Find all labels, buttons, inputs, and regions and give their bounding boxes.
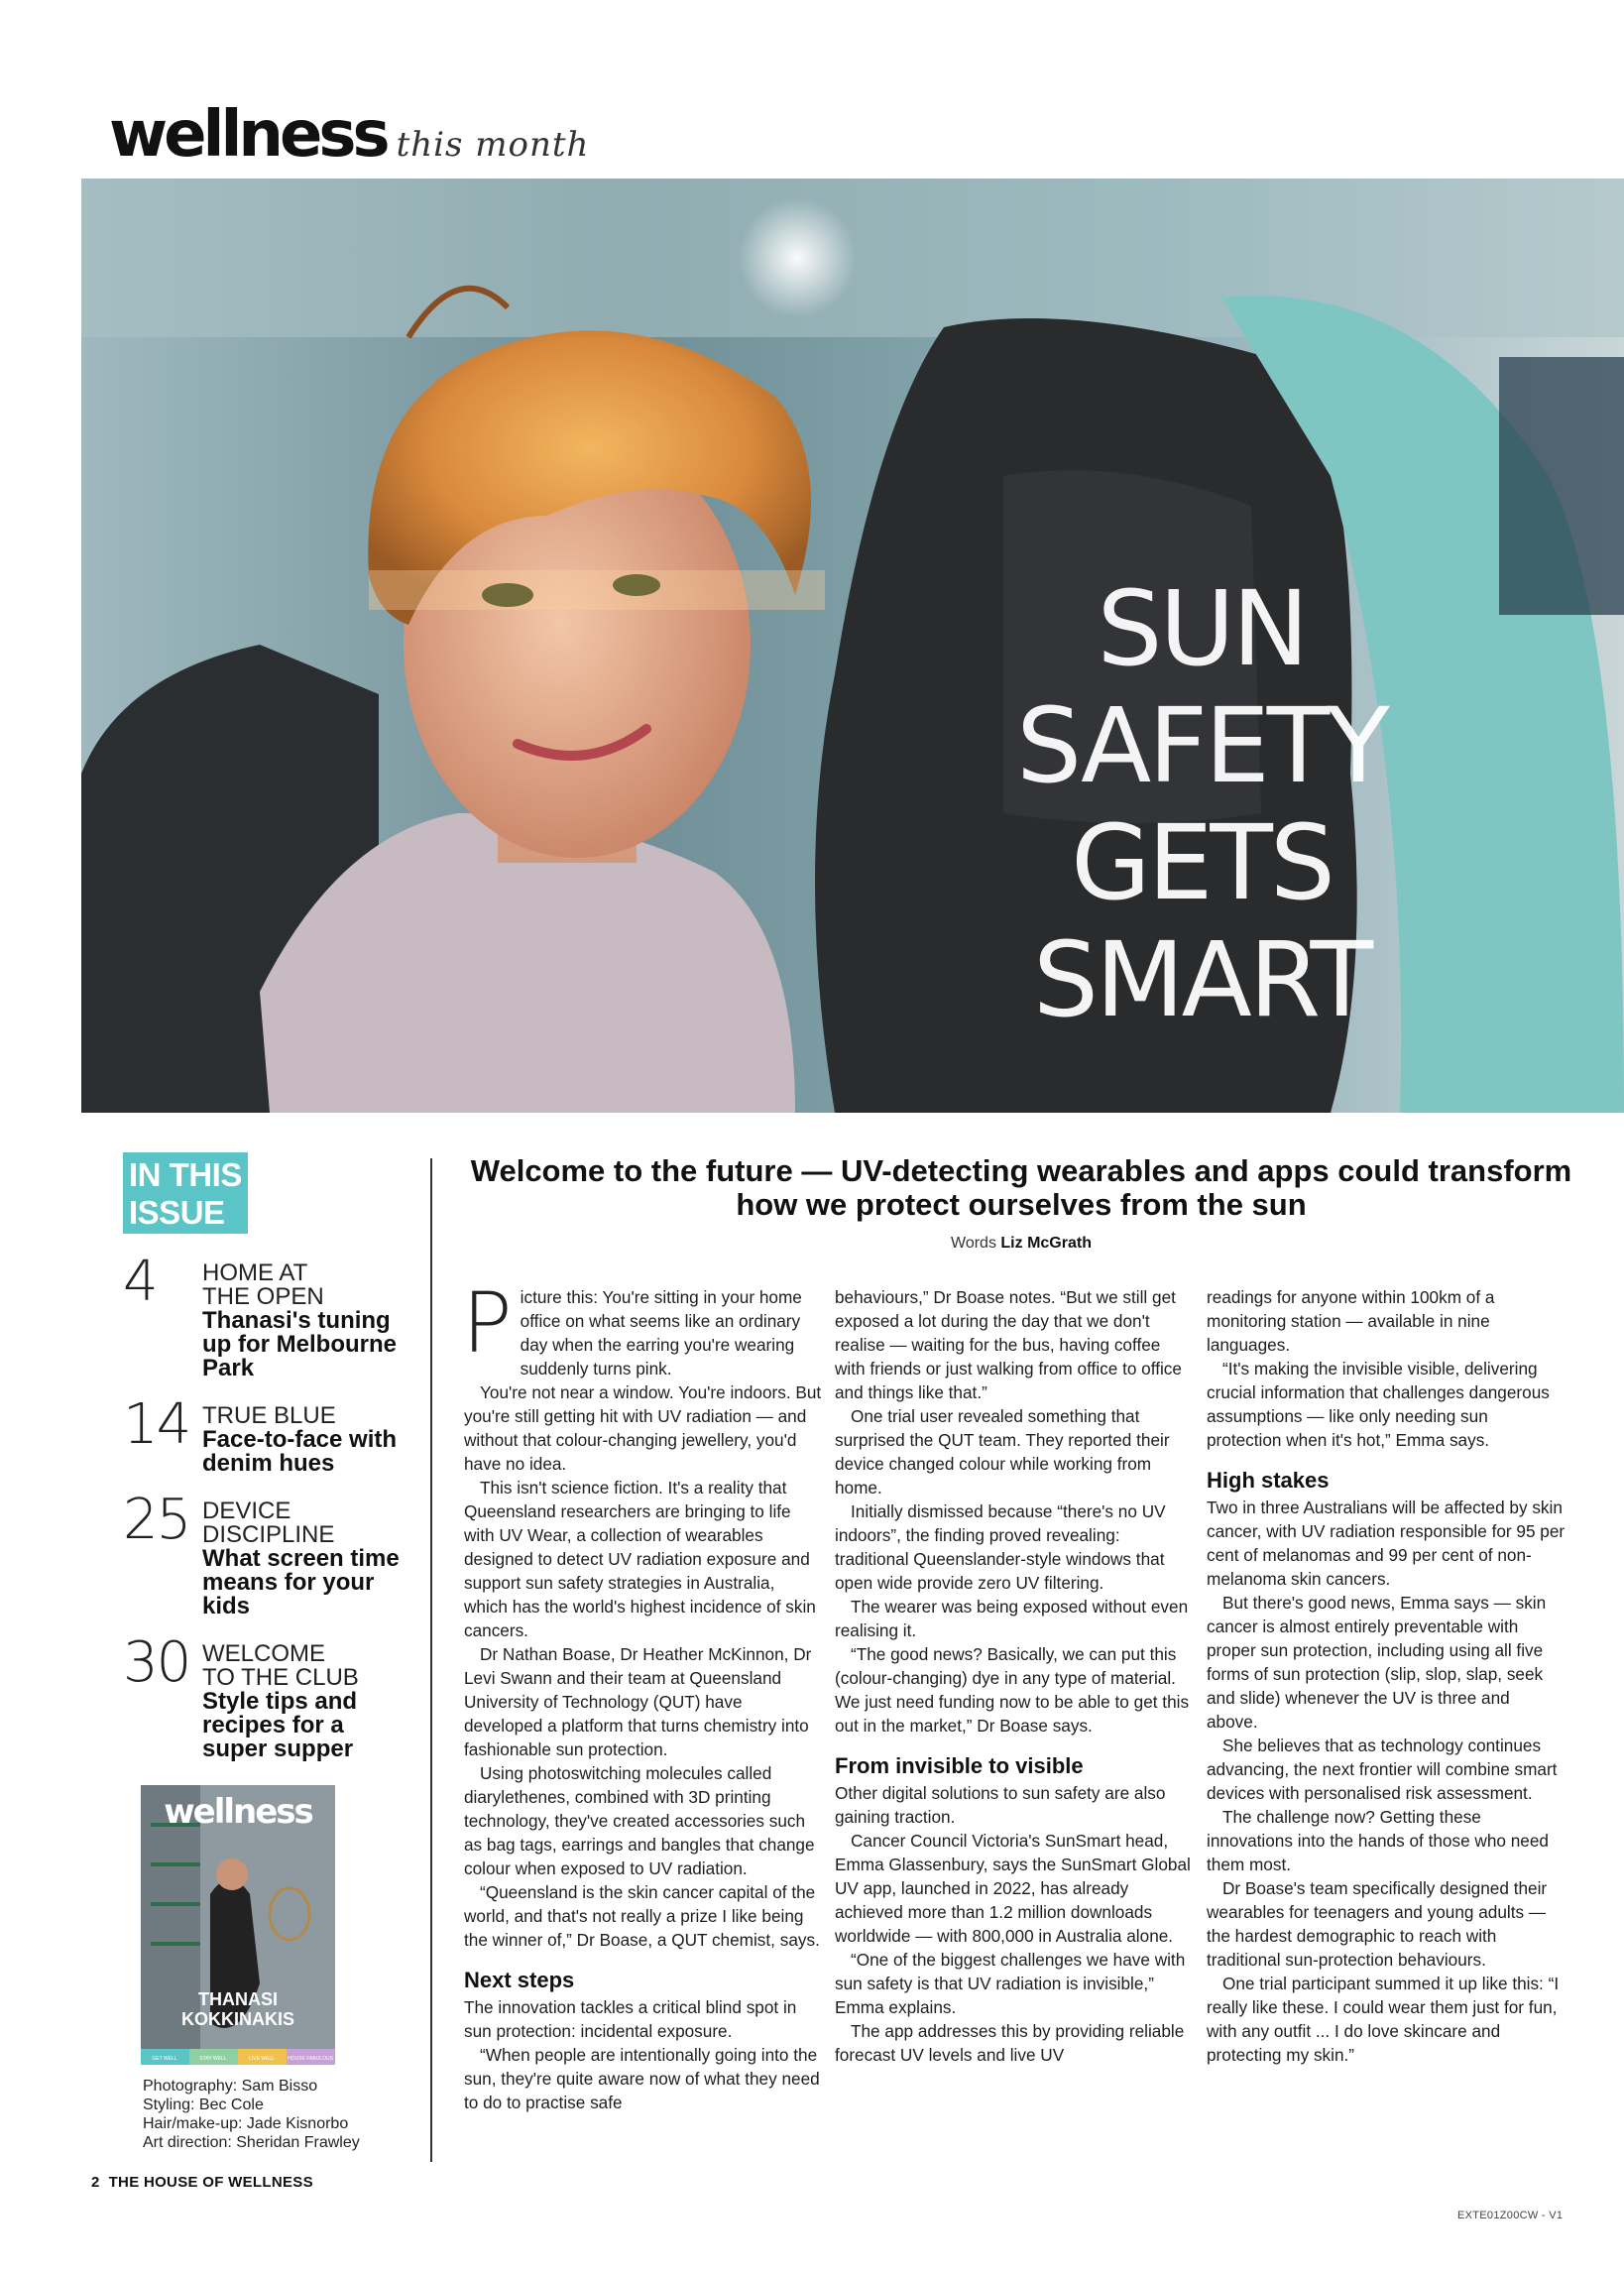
issue-kicker: TRUE BLUE	[202, 1402, 336, 1429]
masthead-script: this month	[396, 125, 590, 165]
cover-strip-label: LIVE WELL	[249, 2056, 275, 2062]
issue-description: Face-to-face with denim hues	[202, 1426, 398, 1477]
article-paragraph: One trial participant summed it up like this: “I really like these. I could wear them just for fun, with any outfit ... I do love skincare and protecting my skin.”	[1207, 1974, 1560, 2065]
drop-cap: P	[462, 1274, 513, 1372]
issue-kicker: DISCIPLINE	[202, 1521, 335, 1548]
issue-page-number: 25	[123, 1488, 190, 1552]
article-paragraph: Dr Nathan Boase, Dr Heather McKinnon, Dr Levi Swann and their team at Queensland University of Technology (QUT) have developed a platform that turns chemistry into fashionable sun protection.	[464, 1644, 812, 1759]
issue-list	[123, 1250, 410, 1762]
in-this-issue-panel	[123, 1152, 410, 1779]
article-paragraph: “It's making the invisible visible, delivering crucial information that challenges dangerous assumptions — like only needing sun protection when it's hot,” Emma says.	[1207, 1359, 1550, 1450]
byline-author: Liz McGrath	[1000, 1235, 1092, 1252]
issue-item[interactable]	[123, 1630, 410, 1762]
hero-headline-line: SAFETY	[1016, 685, 1387, 806]
credit-line: Art direction: Sheridan Frawley	[143, 2134, 360, 2151]
cover-name: KOKKINAKIS	[180, 2009, 295, 2029]
issue-kicker: THE OPEN	[202, 1283, 324, 1310]
article-paragraph: Using photoswitching molecules called diarylethenes, combined with 3D printing technology, they've created accessories such as bag tags, earrings and bangles that change colour when exposed to UV radiation.	[464, 1763, 815, 1878]
article-paragraph: “Queensland is the skin cancer capital of the world, and that's not really a prize I like being the winner of,” Dr Boase, a QUT chemist, says.	[464, 1882, 820, 1950]
credit-line: Photography: Sam Bisso	[143, 2078, 318, 2095]
issue-page-number: 30	[123, 1630, 190, 1695]
in-this-issue-tag	[123, 1152, 248, 1234]
article-paragraph: “When people are intentionally going into the sun, they're quite aware now of what they need to do to practise safe	[464, 2045, 820, 2112]
publication-name: THE HOUSE OF WELLNESS	[108, 2174, 313, 2191]
article-paragraph: readings for anyone within 100km of a monitoring station — available in nine languages.	[1207, 1287, 1495, 1355]
byline	[466, 1235, 1576, 1253]
cover-brand: wellness	[164, 1792, 312, 1832]
hero-headline-line: SUN	[1097, 568, 1307, 689]
section-heading: Next steps	[464, 1968, 575, 1992]
article-paragraph: Initially dismissed because “there's no UV indoors”, the finding proved revealing: traditional Queenslander-style windows that open wide provide zero UV filtering.	[835, 1501, 1166, 1593]
article-paragraph: Dr Boase's team specifically designed their wearables for teenagers and young adults — the hardest demographic to reach with traditional sun-protection behaviours.	[1207, 1878, 1548, 1970]
article-paragraph: The innovation tackles a critical blind spot in sun protection: incidental exposure.	[464, 1997, 797, 2041]
section-heading: From invisible to visible	[835, 1753, 1084, 1778]
article-paragraph: She believes that as technology continues advancing, the next frontier will combine smart devices with personalised risk assessment.	[1207, 1736, 1558, 1803]
issue-item[interactable]	[123, 1250, 410, 1381]
print-code: EXTE01Z00CW - V1	[1457, 2210, 1564, 2221]
issue-kicker: TO THE CLUB	[202, 1664, 359, 1691]
cover-strip-label: GET WELL	[152, 2056, 177, 2062]
magazine-cover-thumbnail	[141, 1785, 335, 2065]
cover-name: THANASI	[198, 1989, 278, 2009]
issue-item[interactable]	[123, 1488, 410, 1619]
issue-description: Style tips and recipes for a super supper	[202, 1688, 358, 1762]
hero-headline-line: SMART	[1032, 919, 1371, 1040]
photo-credits	[143, 2077, 401, 2152]
page-number: 2	[91, 2174, 100, 2191]
issue-description: What screen time means for your kids	[202, 1545, 400, 1619]
issue-tag-line: IN THIS	[129, 1156, 242, 1193]
article-paragraph: But there's good news, Emma says — skin cancer is almost entirely preventable with proper sun protection, including using all five forms of sun protection (slip, slop, slap, seek and slide) whenever the UV is three and above.	[1207, 1593, 1547, 1732]
page-footer	[91, 2174, 313, 2191]
article-paragraph: “One of the biggest challenges we have with sun safety is that UV radiation is invisible,” Emma explains.	[835, 1950, 1186, 2017]
masthead-brand: wellness	[109, 98, 387, 172]
credit-line: Styling: Bec Cole	[143, 2097, 264, 2113]
section-heading: High stakes	[1207, 1468, 1330, 1493]
issue-item[interactable]	[123, 1392, 410, 1477]
article-headline: Welcome to the future — UV-detecting wearables and apps could transform how we protect ourselves from the sun	[470, 1153, 1572, 1222]
issue-page-number: 4	[123, 1250, 157, 1314]
article-column-1	[462, 1274, 823, 2114]
article-paragraph: Two in three Australians will be affected by skin cancer, with UV radiation responsible for 95 per cent of melanomas and 99 per cent of non-melanoma skin cancers.	[1207, 1498, 1566, 1589]
issue-page-number: 14	[123, 1392, 190, 1457]
issue-description: Thanasi's tuning up for Melbourne Park	[202, 1307, 397, 1381]
credit-line: Hair/make-up: Jade Kisnorbo	[143, 2115, 349, 2132]
issue-kicker: WELCOME	[202, 1640, 326, 1667]
hero-headline	[904, 570, 1499, 1038]
article-column-2	[835, 1285, 1194, 2067]
masthead	[109, 87, 590, 172]
article-paragraph: You're not near a window. You're indoors. But you're still getting hit with UV radiation — and without that colour-changing jewellery, you'd have no idea.	[464, 1382, 822, 1474]
cover-strip-label: HOUSE FABULOUS	[288, 2056, 333, 2062]
article-paragraph: Picture this: You're sitting in your home office on what seems like an ordinary day when the earring you're wearing suddenly turns pink.	[462, 1274, 802, 1378]
article-paragraph: This isn't science fiction. It's a reality that Queensland researchers are bringing to life with UV Wear, a collection of wearables designed to detect UV radiation exposure and support sun safety strategies in Australia, which has the world's highest incidence of skin cancers.	[464, 1478, 816, 1640]
byline-prefix: Words	[951, 1235, 996, 1252]
article-paragraph: The app addresses this by providing reliable forecast UV levels and live UV	[835, 2021, 1185, 2065]
article-paragraph: The wearer was being exposed without even realising it.	[835, 1597, 1189, 1640]
column-divider	[430, 1158, 432, 2162]
issue-kicker: HOME AT	[202, 1259, 308, 1286]
issue-tag-line: ISSUE	[129, 1194, 225, 1231]
hero-headline-line: GETS	[1071, 802, 1333, 923]
issue-kicker: DEVICE	[202, 1498, 291, 1524]
article-paragraph: The challenge now? Getting these innovations into the hands of those who need them most.	[1207, 1807, 1549, 1874]
cover-strip-label: STAY WELL	[199, 2056, 227, 2062]
article-column-3	[1207, 1285, 1566, 2067]
article-paragraph: Cancer Council Victoria's SunSmart head, Emma Glassenbury, says the SunSmart Global UV app, launched in 2022, has already achieved more than 1.2 million downloads worldwide — with 800,000 in Australia alone.	[835, 1831, 1191, 1946]
article-paragraph: behaviours,” Dr Boase notes. “But we still get exposed a lot during the day that we don't realise — waiting for the bus, having coffee with friends or just walking from office to office and things like that.”	[835, 1287, 1182, 1402]
hero-photo	[81, 179, 1624, 1113]
article-paragraph: Other digital solutions to sun safety are also gaining traction.	[835, 1783, 1166, 1827]
article-paragraph: “The good news? Basically, we can put this (colour-changing) dye in any type of material. We just need funding now to be able to get this out in the market,” Dr Boase says.	[835, 1644, 1190, 1736]
article-paragraph: One trial user revealed something that surprised the QUT team. They reported their device changed colour while working from home.	[835, 1406, 1170, 1498]
